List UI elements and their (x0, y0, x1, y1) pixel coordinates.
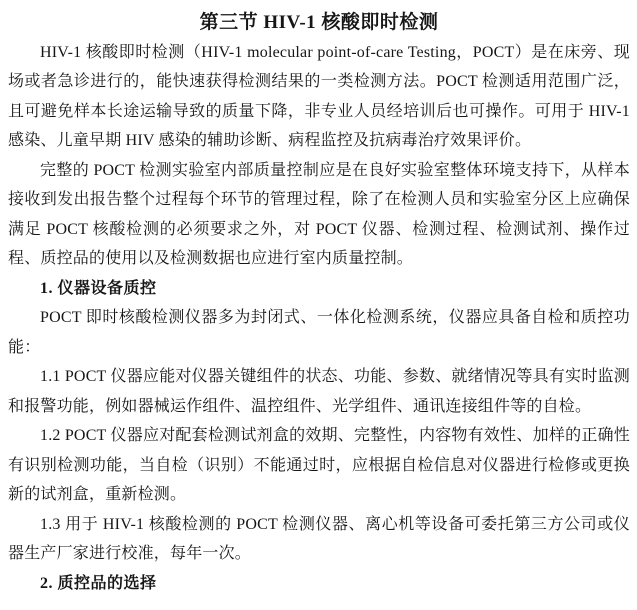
paragraph-internal-quality-control: 完整的 POCT 检测实验室内部质量控制应是在良好实验室整体环境支持下，从样本接收到发出报告整个过程每个环节的管理过程，除了在检测人员和实验室分区上应确保满足 POCT 核酸检测的必须要求之外，对 POCT 仪器、检测过程、检测试剂、操作过程、质控品的使用以及检测数据也应进行室内质量控制。 (8, 161, 630, 267)
paragraph-instrument-self-check: POCT 即时核酸检测仪器多为封闭式、一体化检测系统，仪器应具备自检和质控功能： (8, 309, 630, 356)
paragraph-item-1-2: 1.2 POCT 仪器应对配套检测试剂盒的效期、完整性，内容物有效性、加样的正确性有识别检测功能，当自检（识别）不能通过时，应根据自检信息对仪器进行检修或更换新的试剂盒，重新检测。 (8, 427, 630, 503)
heading-qc-material-selection: 2. 质控品的选择 (40, 574, 157, 592)
heading-instrument-equipment-qc: 1. 仪器设备质控 (40, 279, 157, 297)
paragraph-poct-intro: HIV-1 核酸即时检测（HIV-1 molecular point-of-care Testing，POCT）是在床旁、现场或者急诊进行的，能快速获得检测结果的一类检测方法。POCT 检测适用范围广泛，且可避免样本长途运输导致的质量下降，非专业人员经培训后也可操作。可用于 HIV-1 感染、儿童早期 HIV 感染的辅助诊断、病程监控及抗病毒治疗效果评价。 (8, 43, 630, 149)
paragraph-item-1-1: 1.1 POCT 仪器应能对仪器关键组件的状态、功能、参数、就绪情况等具有实时监测和报警功能，例如器械运作组件、温控组件、光学组件、通讯连接组件等的自检。 (8, 368, 630, 415)
section-title: 第三节 HIV-1 核酸即时检测 (199, 12, 439, 33)
paragraph-item-1-3: 1.3 用于 HIV-1 核酸检测的 POCT 检测仪器、离心机等设备可委托第三方公司或仪器生产厂家进行校准，每年一次。 (8, 515, 630, 562)
